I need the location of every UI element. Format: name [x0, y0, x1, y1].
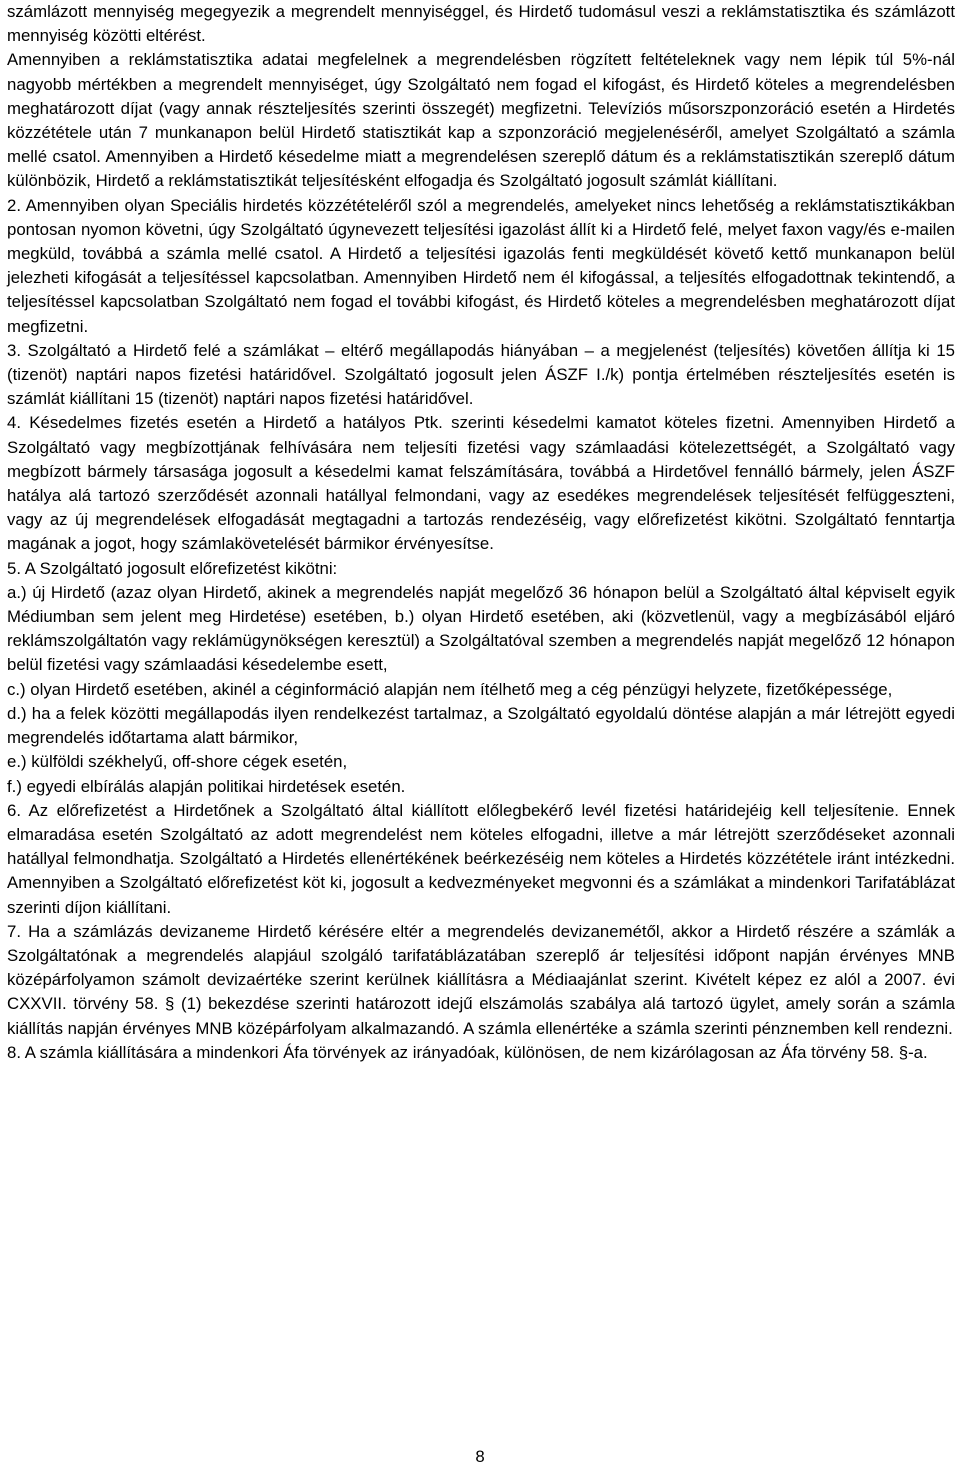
paragraph-item-e: e.) külföldi székhelyű, off-shore cégek esetén, [7, 752, 348, 772]
paragraph-section-7: 7. Ha a számlázás devizaneme Hirdető kérésére eltér a megrendelés devizanemétől, akkor a Hirdető részére a számlák a Szolgáltatónak a megrendelés alapjául szolgáló tarifatáblázatában szereplő ár teljesítési időpont napján érvényes MNB középárfolyamon számolt devizaértéke szerint kerülnek kiállításra a Médiaajánlat szerint. Kivételt képez ez alól a 2007. évi CXXVII. törvény 58. § (1) bekezdése szerinti határozott idejű elszámolás szabálya alá tartozó ügylet, amely során a számla kiállítás napján érvényes MNB középárfolyam alkalmazandó. A számla ellenértéke a számla szerinti pénznemben kell rendezni. [7, 921, 955, 1038]
paragraph-section-5-heading: 5. A Szolgáltató jogosult előrefizetést kikötni: [7, 558, 338, 578]
page-number: 8 [475, 1447, 485, 1466]
paragraph-section-6: 6. Az előrefizetést a Hirdetőnek a Szolgáltató által kiállított előlegbekérő levél fizetési határidejéig kell teljesítenie. Ennek elmaradása esetén Szolgáltató az adott megrendelést nem köteles elfogadni, illetve a már létrejött szerződéseket azonnali hatállyal felmondhatja. Szolgáltató a Hirdetés ellenértékének beérkezéséig nem köteles a Hirdetés közzététele iránt intézkedni. Amennyiben a Szolgáltató előrefizetést köt ki, jogosult a kedvezményeket megvonni és a számlákat a mindenkori Tarifatáblázat szerinti díjon kiállítani. [7, 800, 955, 917]
paragraph-section-8: 8. A számla kiállítására a mindenkori Áfa törvények az irányadóak, különösen, de nem kizárólagosan az Áfa törvény 58. §-a. [7, 1042, 928, 1062]
paragraph-section-4: 4. Késedelmes fizetés esetén a Hirdető a hatályos Ptk. szerinti késedelmi kamatot köteles fizetni. Amennyiben Hirdető a Szolgáltató vagy megbízottjának felhívására nem teljesíti fizetési vagy számlaadási kötelezettségét, a Szolgáltató vagy megbízott bármely társasága jogosult a késedelmi kamat felszámítására, továbbá a Hirdetővel fennálló bármely, jelen ÁSZF hatálya alá tartozó szerződését azonnali hatállyal felmondani, vagy az esedékes megrendelések teljesítését felfüggeszteni, vagy az új megrendelések elfogadását megtagadni a tartozás rendezéséig, vagy előrefizetést kikötni. Szolgáltató fenntartja magának a jogot, hogy számlakövetelését bármikor érvényesítse. [7, 413, 955, 554]
document-page [7, 0, 955, 1065]
paragraph-item-a-b: a.) új Hirdető (azaz olyan Hirdető, akinek a megrendelés napját megelőző 36 hónapon belül a Szolgáltató által képviselt egyik Médiumban sem jelent meg Hirdetése) esetében, b.) olyan Hirdető esetében, aki (közvetlenül, vagy a megbízásából eljáró reklámszolgáltatón vagy reklámügynökségen keresztül) a Szolgáltatóval szemben a megrendelés napját megelőző 12 hónapon belül fizetési vagy számlaadási késedelembe esett, [7, 582, 955, 675]
paragraph-item-f: f.) egyedi elbírálás alapján politikai hirdetések esetén. [7, 776, 406, 796]
paragraph-item-d: d.) ha a felek közötti megállapodás ilyen rendelkezést tartalmaz, a Szolgáltató egyoldalú döntése alapján a már létrejött egyedi megrendelés időtartama alatt bármikor, [7, 703, 955, 748]
paragraph-section-3: 3. Szolgáltató a Hirdető felé a számlákat – eltérő megállapodás hiányában – a megjelenést (teljesítés) követően állítja ki 15 (tizenöt) naptári napos fizetési határidővel. Szolgáltató jogosult jelen ÁSZF I./k) pontja értelmében részteljesítés esetén is számlát kiállítani 15 (tizenöt) naptári napos fizetési határidővel. [7, 340, 955, 409]
paragraph-statistics: Amennyiben a reklámstatisztika adatai megfelelnek a megrendelésben rögzített feltételeknek vagy nem lépik túl 5%-nál nagyobb mértékben a megrendelt mennyiséget, úgy Szolgáltató nem fogad el kifogást, és Hirdető köteles a megrendelésben meghatározott díjat (vagy annak részteljesítés szerinti összegét) megfizetni. Televíziós műsorszponzoráció esetén a Hirdetés közzététele után 7 munkanapon belül Hirdető statisztikát kap a szponzoráció megjelenéséről, amelyet Szolgáltató a számla mellé csatol. Amennyiben a Hirdető késedelme miatt a megrendelésen szereplő dátum és a reklámstatisztikán szereplő dátum különbözik, Hirdető a reklámstatisztikát teljesítésként elfogadja és Szolgáltató jogosult számlát kiállítani. [7, 50, 955, 191]
paragraph-section-2: 2. Amennyiben olyan Speciális hirdetés közzétételéről szól a megrendelés, amelyeket nincs lehetőség a reklámstatisztikákban pontosan nyomon követni, úgy Szolgáltató úgynevezett teljesítési igazolást állít ki a Hirdető felé, melyet faxon vagy/és e-mailen megküld, továbbá a számla mellé csatol. A Hirdető a teljesítési igazolás fenti megküldését követő kettő munkanapon belül jelezheti kifogását a teljesítéssel kapcsolatban. Amennyiben Hirdető nem él kifogással, a teljesítés elfogadottnak tekintendő, a teljesítéssel kapcsolatban Szolgáltató nem fogad el további kifogást, és Hirdető köteles a megrendelésben meghatározott díjat megfizetni. [7, 195, 955, 336]
paragraph-intro: számlázott mennyiség megegyezik a megrendelt mennyiséggel, és Hirdető tudomásul veszi a reklámstatisztika és számlázott mennyiség közötti eltérést. [7, 2, 955, 46]
paragraph-item-c: c.) olyan Hirdető esetében, akinél a céginformáció alapján nem ítélhető meg a cég pénzügyi helyzete, fizetőképessége, [7, 679, 893, 699]
